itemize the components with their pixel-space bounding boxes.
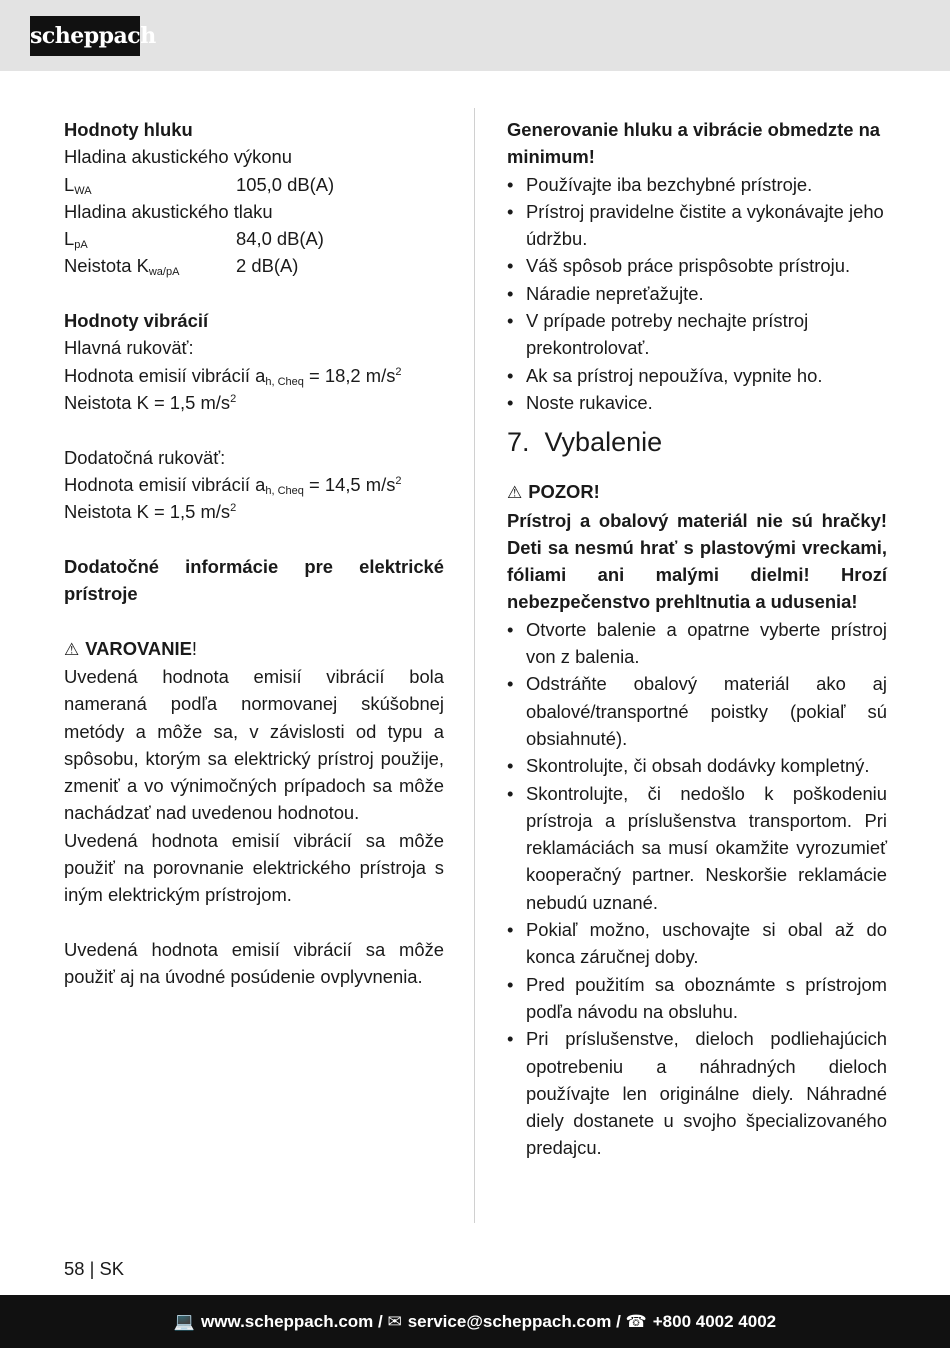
lpa-symbol: L: [64, 228, 75, 250]
phone-icon: ☎: [625, 1312, 647, 1331]
squared: 2: [395, 474, 402, 487]
list-item: • Ak sa prístroj nepoužíva, vypnite ho.: [507, 362, 887, 389]
list-item: • Používajte iba bezchybné prístroje.: [507, 171, 887, 198]
warning-heading: [64, 635, 444, 663]
list-item: • Pri príslušenstve, dieloch podliehajúcich opotrebeniu a náhradných dieloch používajte len originálne diely. Náhradné diely dostanete u svojho špecializovaného predajcu.: [507, 1025, 887, 1161]
aux-emission-row: [64, 471, 444, 498]
emission-label: Hodnota emisií vibrácií a: [64, 364, 266, 386]
warning-title: VAROVANIE: [85, 637, 192, 659]
lwa-subscript: WA: [74, 184, 92, 197]
squared: 2: [230, 502, 237, 515]
uncertainty-k: Neistota K = 1,5 m/s: [64, 391, 231, 413]
warning-triangle-icon: ⚠: [64, 639, 80, 659]
scheppach-logo: scheppach: [30, 16, 140, 56]
vibration-values-title: Hodnoty vibrácií: [64, 310, 209, 332]
website-link[interactable]: www.scheppach.com: [201, 1312, 374, 1331]
uncertainty-k: Neistota K = 1,5 m/s: [64, 501, 231, 523]
squared: 2: [230, 392, 237, 405]
separator: /: [611, 1312, 626, 1331]
lwa-symbol: L: [64, 173, 75, 195]
emission-subscript: h, Cheq: [265, 484, 304, 497]
list-item: • Pred použitím sa oboznámte s prístrojom podľa návodu na obsluhu.: [507, 971, 887, 1026]
extra-info-title: Dodatočné informácie pre elektrické prístroje: [64, 555, 444, 605]
unpack-list: [507, 616, 887, 1162]
list-item: • Pokiaľ možno, uschovajte si obal až do konca záručnej doby.: [507, 916, 887, 971]
caution-text: Prístroj a obalový materiál nie sú hračky! Deti sa nesmú hrať s plastovými vreckami, fóliami ani malými dielmi! Hrozí nebezpečenstvo prehltnutia a udusenia!: [507, 509, 887, 613]
aux-uncertainty-row: [64, 498, 444, 525]
footer-contact-bar: [0, 1295, 950, 1348]
phone-link[interactable]: +800 4002 4002: [652, 1312, 777, 1331]
section-number: 7.: [507, 427, 530, 458]
uncertainty-subscript: wa/pA: [148, 266, 180, 279]
sound-pressure-label: Hladina akustického tlaku: [64, 200, 273, 222]
warning-paragraph-3: Uvedená hodnota emisií vibrácií sa môže použiť aj na úvodné posúdenie ovplyvnenia.: [64, 938, 444, 988]
lwa-row: [64, 171, 444, 198]
uncertainty-value: 2 dB(A): [236, 255, 299, 277]
aux-handle-label: Dodatočná rukoväť:: [64, 446, 226, 468]
noise-values-title: Hodnoty hluku: [64, 119, 193, 140]
separator: /: [373, 1312, 388, 1331]
list-item: • Odstráňte obalový materiál ako aj obalové/transportné poistky (pokiaľ sú obsiahnuté).: [507, 670, 887, 752]
emission-subscript: h, Cheq: [265, 375, 304, 388]
left-column: [64, 116, 444, 991]
list-item: • Otvorte balenie a opatrne vyberte prístroj von z balenia.: [507, 616, 887, 671]
lwa-value: 105,0 dB(A): [236, 173, 335, 195]
right-column: [507, 116, 887, 1162]
emission-label: Hodnota emisií vibrácií a: [64, 473, 266, 495]
aux-emission-value: = 14,5 m/s: [303, 473, 396, 495]
lpa-subscript: pA: [74, 239, 88, 252]
main-emission-row: [64, 362, 444, 389]
email-link[interactable]: service@scheppach.com: [407, 1312, 612, 1331]
page-header: [0, 0, 950, 71]
list-item: • V prípade potreby nechajte prístroj prekontrolovať.: [507, 307, 887, 362]
list-item: • Skontrolujte, či nedošlo k poškodeniu prístroja a príslušenstva transportom. Pri reklamáciách sa musí okamžite vyrozumieť kooperačný partner. Neskoršie reklamácie nebudú uznané.: [507, 780, 887, 916]
main-uncertainty-row: [64, 389, 444, 416]
caution-title: POZOR!: [528, 481, 600, 503]
list-item: • Náradie nepreťažujte.: [507, 280, 887, 307]
warning-paragraph-2: Uvedená hodnota emisií vibrácií sa môže použiť na porovnanie elektrického prístroja s iným elektrickým prístrojom.: [64, 829, 444, 906]
warning-triangle-icon: ⚠: [507, 483, 523, 503]
mail-icon: ✉: [387, 1312, 402, 1331]
list-item: • Noste rukavice.: [507, 389, 887, 416]
warning-paragraph-1: Uvedená hodnota emisií vibrácií bola nameraná podľa normovanej skúšobnej metódy a môže sa, v závislosti od typu a spôsobu, ktorým sa elektrický prístroj použije, zmeniť a vo výnimočných prípadoch sa môže nachádzať nad uvedenou hodnotou.: [64, 665, 444, 824]
list-item: • Váš spôsob práce prispôsobte prístroju.: [507, 252, 887, 279]
minimize-list: [507, 171, 887, 417]
list-item: • Skontrolujte, či obsah dodávky kompletný.: [507, 752, 887, 779]
uncertainty-row: [64, 252, 444, 279]
section-title: Vybalenie: [544, 427, 663, 458]
lpa-value: 84,0 dB(A): [236, 228, 324, 250]
list-item: • Prístroj pravidelne čistite a vykonávajte jeho údržbu.: [507, 198, 887, 253]
section-heading: [507, 426, 887, 458]
lpa-row: [64, 225, 444, 252]
caution-heading: [507, 478, 887, 506]
column-divider: [474, 108, 475, 1223]
squared: 2: [395, 365, 402, 378]
main-emission-value: = 18,2 m/s: [303, 364, 396, 386]
page-number: 58 | SK: [64, 1258, 124, 1279]
minimize-title: Generovanie hluku a vibrácie obmedzte na minimum!: [507, 119, 881, 168]
sound-power-label: Hladina akustického výkonu: [64, 146, 292, 168]
warning-exclamation: !: [191, 637, 197, 659]
uncertainty-label: Neistota K: [64, 255, 149, 277]
computer-icon: 💻: [173, 1312, 196, 1331]
main-handle-label: Hlavná rukoväť:: [64, 337, 194, 359]
